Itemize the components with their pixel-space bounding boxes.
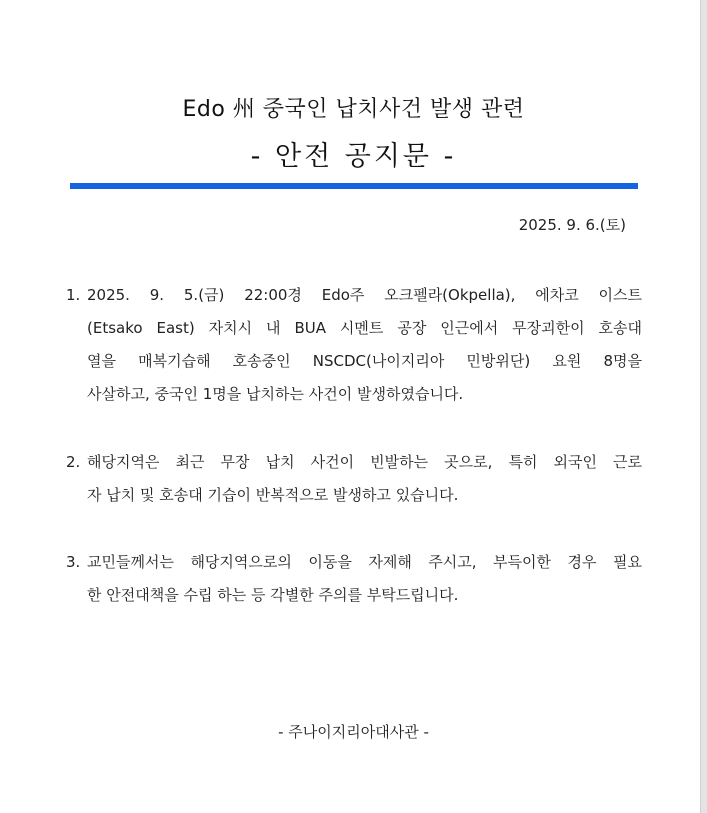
notice-date: 2025. 9. 6.(토) <box>518 216 626 234</box>
item-line: 자 납치 및 호송대 기습이 반복적으로 발생하고 있습니다. <box>87 486 459 504</box>
item-line: 교민들께서는 해당지역으로의 이동을 자제해 주시고, 부득이한 경우 필요 <box>87 553 642 571</box>
list-item <box>66 279 642 411</box>
title-divider <box>70 183 638 189</box>
item-text <box>87 546 642 612</box>
signature: - 주나이지리아대사관 - <box>278 723 429 741</box>
item-line: 열을 매복기습해 호송중인 NSCDC(나이지리아 민방위단) 요원 8명을 <box>87 352 642 370</box>
item-line: (Etsako East) 자치시 내 BUA 시멘트 공장 인근에서 무장괴한이 호송대 <box>87 319 643 337</box>
item-number: 2. <box>66 453 81 471</box>
item-number: 1. <box>66 286 81 304</box>
notice-subtitle: - 안전 공지문 - <box>250 141 457 172</box>
list-item <box>66 546 642 612</box>
item-number: 3. <box>66 553 81 571</box>
item-text <box>87 446 642 512</box>
notice-title: Edo 州 중국인 납치사건 발생 관련 <box>182 97 525 122</box>
item-line: 2025. 9. 5.(금) 22:00경 Edo주 오크펠라(Okpella), 에차코 이스트 <box>87 286 642 304</box>
list-item <box>66 446 642 512</box>
item-text <box>87 279 642 411</box>
item-line: 사살하고, 중국인 1명을 납치하는 사건이 발생하였습니다. <box>87 385 464 403</box>
item-line: 한 안전대책을 수립 하는 등 각별한 주의를 부탁드립니다. <box>87 586 459 604</box>
item-line: 해당지역은 최근 무장 납치 사건이 빈발하는 곳으로, 특히 외국인 근로 <box>87 453 642 471</box>
